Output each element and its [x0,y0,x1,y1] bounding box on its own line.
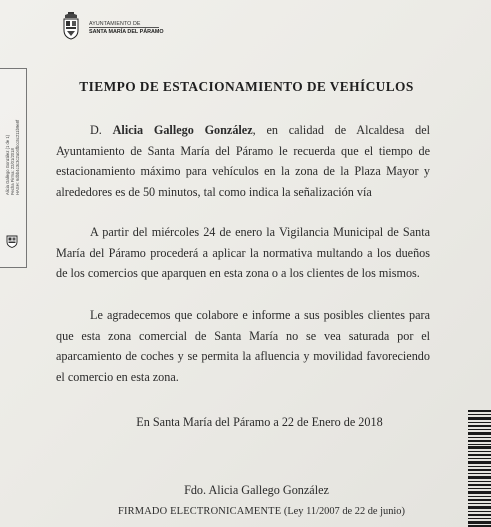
paragraph-1 [56,120,430,202]
paragraph-2-line-1: A partir del miércoles 24 de enero la Vigilancia Municipal de Santa [90,225,430,239]
header-organization-line2: SANTA MARÍA DEL PÁRAMO [89,29,164,35]
paragraph-3 [56,305,430,387]
paragraph-3-line-3: aparcamiento de coches y se permita la afluencia y movilidad favoreciendo [56,349,430,363]
paragraph-1-line-3: estacionamiento máximo para vehículos en la zona de la Plaza Mayor y [56,164,430,178]
document-title: TIEMPO DE ESTACIONAMIENTO DE VEHÍCULOS [79,79,414,94]
margin-sign-date: Fecha Firma: 22/01/2018 [10,148,15,195]
signed-label: FIRMADO ELECTRONICAMENTE [118,506,282,517]
signer-name: Fdo. Alicia Gallego González [184,483,329,497]
margin-hash: HASH: 6dbb4c3c3c2a04fbcc5c211b9e8f [15,119,20,195]
municipal-header [60,10,164,46]
margin-coat-of-arms-icon [6,234,18,248]
paragraph-3-line-2: que esta zona comercial de Santa María no se vea saturada por el [56,328,430,343]
paragraph-2-line-2: María del Páramo procederá a aplicar la normativa multando a los dueños [56,245,430,260]
signed-law: (Ley 11/2007 de 22 de junio) [281,506,405,517]
paragraph-1-prefix: D. [90,123,113,137]
coat-of-arms-icon [62,12,80,40]
header-organization-line1: AYUNTAMIENTO DE [89,21,141,27]
paragraph-2 [56,222,430,284]
paragraph-1-line-1 [56,120,430,141]
paragraph-1-line-4: alrededores es de 50 minutos, tal como indica la señalización vía [56,184,372,199]
place-and-date: En Santa María del Páramo a 22 de Enero de 2018 [136,415,383,429]
margin-signer: Alicia Gallego González (1 de 1) [5,134,10,195]
paragraph-1-line-2: Ayuntamiento de Santa María del Páramo le recuerda que el tiempo de [56,143,430,158]
barcode-icon [466,410,491,527]
paragraph-3-line-1: Le agradecemos que colabore e informe a sus posibles clientes para [90,308,430,322]
paragraph-1-line-1-rest: , en calidad de Alcaldesa del [252,123,430,137]
electronic-signature-note [118,506,405,517]
paragraph-2-line-3: de los comercios que aparquen en esta zona o a los clientes de los mismos. [56,266,420,280]
paragraph-3-line-4: el comercio en esta zona. [56,369,179,384]
header-divider [89,27,159,28]
signature-margin-text [5,120,20,195]
mayor-name: Alicia Gallego González [112,123,253,137]
